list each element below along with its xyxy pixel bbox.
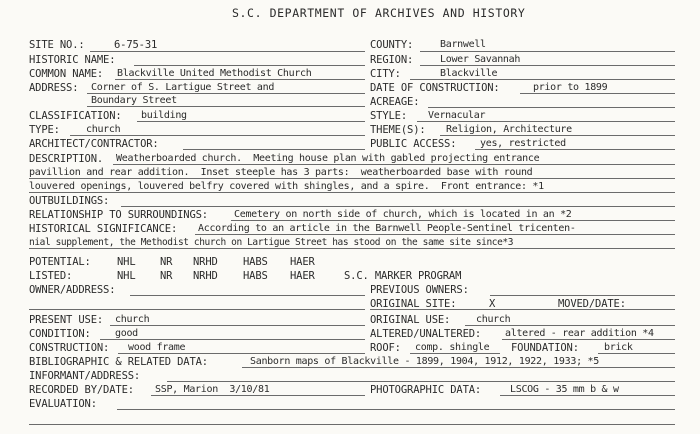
- owner-line-1: [130, 295, 365, 296]
- present-use-line: [110, 325, 365, 326]
- owner-line-2: [29, 309, 365, 310]
- outbuildings-line: [121, 206, 675, 207]
- style-label: STYLE:: [370, 110, 408, 122]
- outbuildings-label: OUTBUILDINGS:: [29, 195, 110, 207]
- construction-line: [118, 353, 365, 354]
- description-line3: louvered openings, louvered belfry covered with shingles, and a spire. Front entrance: *1: [29, 181, 544, 192]
- address-value-line2: Boundary Street: [91, 95, 177, 106]
- roof-label: ROOF:: [370, 342, 401, 354]
- historic-name-line: [134, 65, 365, 66]
- common-name-value: Blackville United Methodist Church: [117, 68, 312, 79]
- previous-owners-line-1: [490, 295, 675, 296]
- evaluation-label: EVALUATION:: [29, 398, 97, 410]
- original-use-value: church: [476, 314, 511, 325]
- potential-nr: NR: [160, 256, 173, 268]
- altered-value: altered - rear addition *4: [505, 328, 654, 339]
- common-name-line: [115, 79, 365, 80]
- region-value: Lower Savannah: [440, 54, 521, 65]
- themes-value: Religion, Architecture: [446, 124, 572, 135]
- foundation-value: brick: [604, 342, 633, 353]
- listed-haer: HAER: [290, 270, 315, 282]
- site-no-label: SITE NO.:: [29, 39, 85, 51]
- evaluation-line-2: [29, 424, 675, 425]
- altered-line: [502, 339, 675, 340]
- significance-label: HISTORICAL SIGNIFICANCE:: [29, 223, 178, 235]
- address-line-2: [87, 106, 365, 107]
- significance-rule-2: [29, 248, 675, 249]
- region-line: [420, 65, 675, 66]
- condition-line: [100, 339, 365, 340]
- original-use-label: ORIGINAL USE:: [370, 314, 451, 326]
- recorded-label: RECORDED BY/DATE:: [29, 384, 134, 396]
- bibliographic-value: Sanborn maps of Blackville - 1899, 1904, 1912, 1922, 1933; *5: [250, 356, 599, 367]
- public-access-value: yes, restricted: [480, 138, 566, 149]
- site-no-line: [90, 51, 365, 52]
- description-line1: Weatherboarded church. Meeting house plan with gabled projecting entrance: [116, 153, 540, 164]
- county-label: COUNTY:: [370, 39, 414, 51]
- altered-label: ALTERED/UNALTERED:: [370, 328, 482, 340]
- city-line: [410, 79, 675, 80]
- description-rule-2: [29, 178, 675, 179]
- type-value: church: [86, 124, 121, 135]
- roof-value: comp. shingle: [415, 342, 490, 353]
- significance-line1: According to an article in the Barnwell People-Sentinel tricenten-: [198, 223, 576, 234]
- themes-line: [440, 135, 675, 136]
- present-use-value: church: [115, 314, 150, 325]
- architect-label: ARCHITECT/CONTRACTOR:: [29, 138, 159, 150]
- owner-label: OWNER/ADDRESS:: [29, 284, 116, 296]
- site-no-value: 6-75-31: [114, 39, 158, 51]
- significance-rule-1: [195, 234, 675, 235]
- acreage-label: ACREAGE:: [370, 96, 420, 108]
- description-line2: pavillion and rear addition. Inset steeple has 3 parts: weatherboarded base with round: [29, 167, 533, 178]
- relationship-line: [231, 220, 675, 221]
- moved-date-label: MOVED/DATE:: [558, 298, 626, 310]
- architect-line: [183, 149, 365, 150]
- relationship-label: RELATIONSHIP TO SURROUNDINGS:: [29, 209, 208, 221]
- recorded-value: SSP, Marion 3/10/81: [155, 384, 270, 395]
- date-construction-value: prior to 1899: [533, 82, 608, 93]
- description-rule-3: [29, 192, 675, 193]
- description-rule-1: [113, 164, 675, 165]
- listed-nr: NR: [160, 270, 173, 282]
- condition-label: CONDITION:: [29, 328, 91, 340]
- address-label: ADDRESS:: [29, 82, 79, 94]
- photographic-label: PHOTOGRAPHIC DATA:: [370, 384, 482, 396]
- bibliographic-label: BIBLIOGRAPHIC & RELATED DATA:: [29, 356, 208, 368]
- recorded-line: [151, 395, 365, 396]
- construction-value: wood frame: [128, 342, 186, 353]
- address-line-1: [87, 93, 365, 94]
- original-site-value: X: [489, 298, 496, 310]
- photographic-value: LSCOG - 35 mm b & w: [510, 384, 619, 395]
- card-header: S.C. DEPARTMENT OF ARCHIVES AND HISTORY: [232, 6, 526, 20]
- informant-line: [167, 381, 675, 382]
- listed-label: LISTED:: [29, 270, 73, 282]
- potential-nrhd: NRHD: [193, 256, 218, 268]
- original-site-label: ORIGINAL SITE:: [370, 298, 457, 310]
- condition-value: good: [115, 328, 138, 339]
- common-name-label: COMMON NAME:: [29, 68, 104, 80]
- informant-label: INFORMANT/ADDRESS:: [29, 370, 141, 382]
- address-value-line1: Corner of S. Lartigue Street and: [91, 82, 275, 93]
- type-line: [70, 135, 365, 136]
- potential-haer: HAER: [290, 256, 315, 268]
- roof-line: [410, 353, 500, 354]
- date-construction-label: DATE OF CONSTRUCTION:: [370, 82, 500, 94]
- foundation-label: FOUNDATION:: [511, 342, 579, 354]
- potential-habs: HABS: [243, 256, 268, 268]
- significance-line2: nial supplement, the Methodist church on Lartigue Street has stood on the same site since*3: [29, 237, 514, 248]
- region-label: REGION:: [370, 54, 414, 66]
- classification-value: building: [141, 110, 187, 121]
- previous-owners-label: PREVIOUS OWNERS:: [370, 284, 469, 296]
- original-site-line: [470, 309, 525, 310]
- potential-nhl: NHL: [117, 256, 136, 268]
- listed-nrhd: NRHD: [193, 270, 218, 282]
- county-line: [420, 51, 675, 52]
- original-use-line: [465, 325, 675, 326]
- description-label: DESCRIPTION.: [29, 153, 104, 165]
- photographic-line: [500, 395, 675, 396]
- themes-label: THEME(S):: [370, 124, 426, 136]
- type-label: TYPE:: [29, 124, 60, 136]
- potential-label: POTENTIAL:: [29, 256, 91, 268]
- public-access-line: [475, 149, 675, 150]
- county-value: Barnwell: [440, 39, 486, 50]
- construction-label: CONSTRUCTION:: [29, 342, 110, 354]
- city-value: Blackville: [440, 68, 498, 79]
- city-label: CITY:: [370, 68, 401, 80]
- evaluation-line-1: [117, 409, 675, 410]
- classification-line: [137, 121, 365, 122]
- historic-name-label: HISTORIC NAME:: [29, 54, 116, 66]
- listed-nhl: NHL: [117, 270, 136, 282]
- acreage-line: [428, 107, 675, 108]
- style-value: Vernacular: [428, 110, 486, 121]
- relationship-value: Cemetery on north side of church, which is located in an *2: [234, 209, 572, 220]
- listed-habs: HABS: [243, 270, 268, 282]
- public-access-label: PUBLIC ACCESS:: [370, 138, 457, 150]
- bibliographic-line: [242, 367, 675, 368]
- marker-program-label: S.C. MARKER PROGRAM: [344, 270, 462, 282]
- style-line: [417, 121, 675, 122]
- foundation-line: [598, 353, 675, 354]
- present-use-label: PRESENT USE:: [29, 314, 104, 326]
- date-construction-line: [520, 93, 675, 94]
- classification-label: CLASSIFICATION:: [29, 110, 122, 122]
